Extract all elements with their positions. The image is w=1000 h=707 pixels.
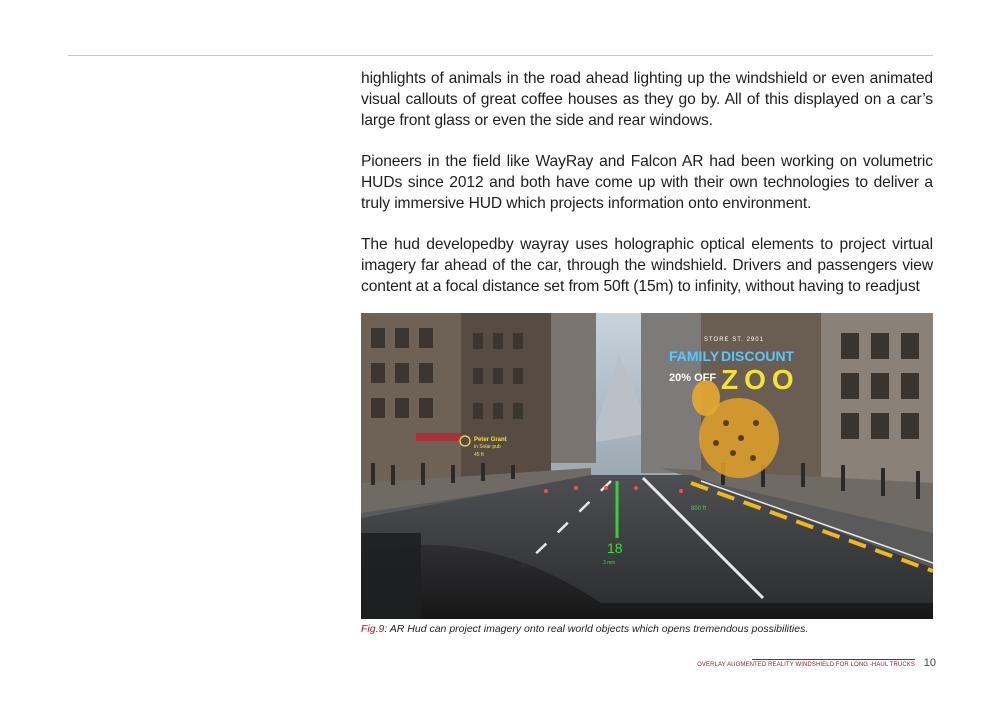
figure-caption xyxy=(361,623,933,635)
paragraph-3: The hud developedby wayray uses holographic optical elements to project virtual imagery far ahead of the car, through the windshield. Drivers and passengers view content at a focal distance set from 50ft (15m) to infinity, without having to readjust xyxy=(361,236,933,295)
family-text: FAMILY xyxy=(669,348,720,364)
speed-readout: 18 xyxy=(607,540,623,556)
caption-text: : AR Hud can project imagery onto real world objects which opens tremendous possibilities. xyxy=(384,623,809,635)
footer-title: OVERLAY AUGMENTED REALITY WINDSHIELD FOR LONG -HAUL TRUCKS xyxy=(697,662,915,668)
person-distance: 45 ft xyxy=(474,452,484,458)
footer-rule xyxy=(752,659,915,660)
person-detail: in Solar pub xyxy=(474,444,501,450)
top-rule xyxy=(68,55,933,56)
discount-text: DISCOUNT xyxy=(721,348,795,364)
paragraph-2: Pioneers in the field like WayRay and Falcon AR had been working on volumetric HUDs since 2012 and both have come up with their own technologies to deliver a truly immersive HUD which projects information onto environment. xyxy=(361,153,933,212)
zoo-text: ZOO xyxy=(721,364,800,395)
time-readout: 3 min xyxy=(603,560,616,566)
person-name: Peter Grant xyxy=(474,437,507,443)
paragraph-1: highlights of animals in the road ahead lighting up the windshield or even animated visual callouts of great coffee houses as they go by. All of this displayed on a car’s large front glass or even the side and rear windows. xyxy=(361,70,933,129)
body-text xyxy=(361,68,933,317)
ar-hud-photo xyxy=(361,313,933,619)
distance-marker: 800 ft xyxy=(691,506,707,512)
page-number: 10 xyxy=(923,657,936,669)
caption-label: Fig.9 xyxy=(361,623,385,635)
store-label: STORE ST. 2901 xyxy=(704,337,764,343)
percent-off-text: 20% OFF xyxy=(669,372,717,384)
